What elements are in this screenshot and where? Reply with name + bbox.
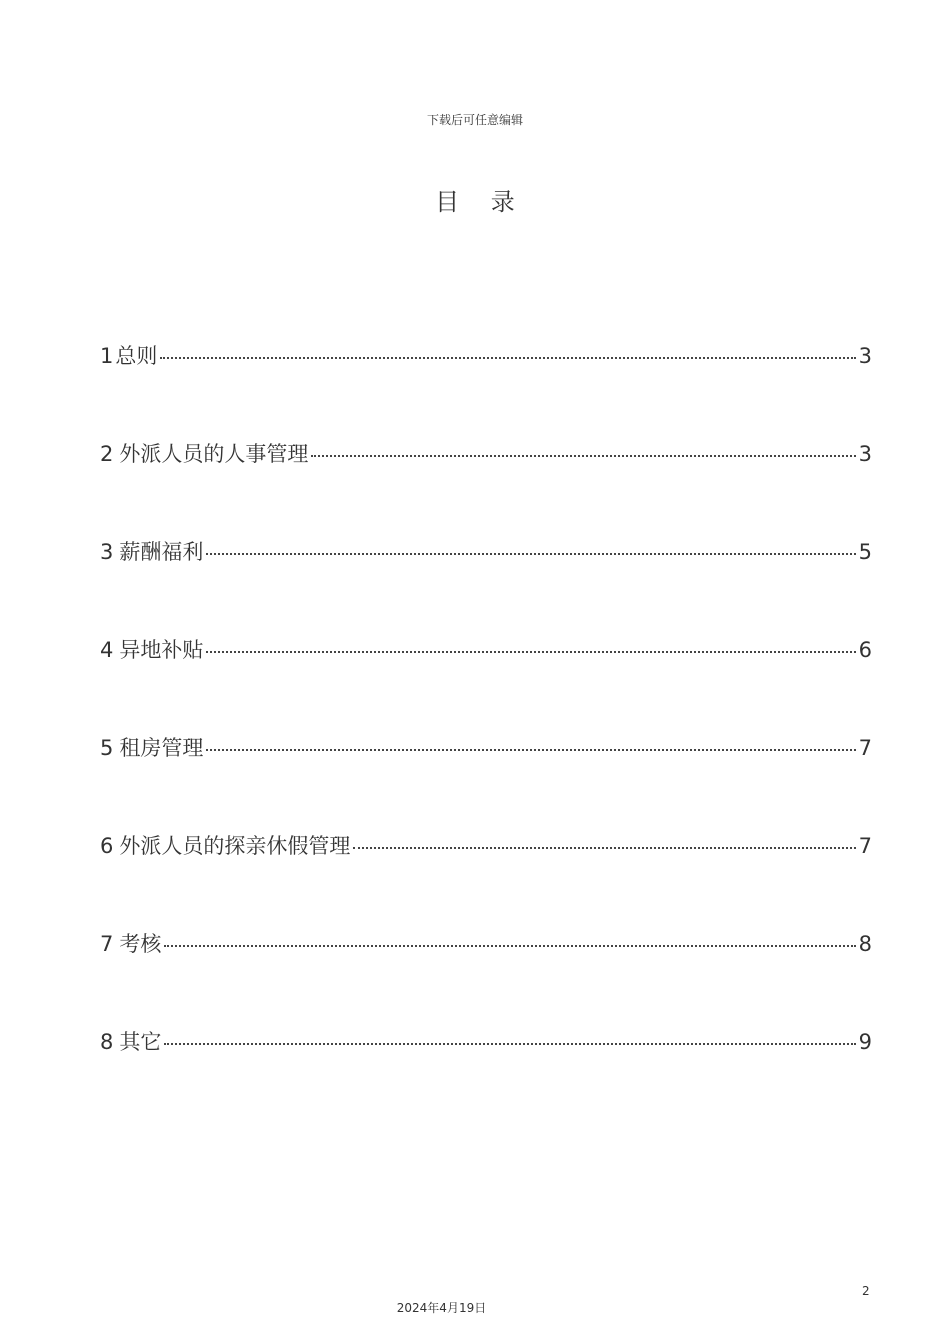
toc-entry-page: 6 — [858, 638, 872, 662]
toc-entry-label: 外派人员的探亲休假管理 — [119, 834, 351, 858]
toc-entry-number: 2 — [100, 442, 114, 466]
toc-dot-leader — [164, 945, 855, 947]
toc-entry-page: 7 — [858, 736, 872, 760]
toc-dot-leader — [311, 455, 855, 457]
toc-entry-number: 6 — [100, 834, 114, 858]
toc-entry-label: 薪酬福利 — [119, 540, 204, 564]
toc-entry[interactable] — [100, 536, 872, 634]
toc-entry-number: 4 — [100, 638, 114, 662]
toc-dot-leader — [206, 749, 855, 751]
toc-entry-page: 7 — [858, 834, 872, 858]
footer-date: 2024年4月19日 — [396, 1301, 487, 1315]
page-number: 2 — [862, 1284, 870, 1298]
toc-entry-number: 7 — [100, 932, 114, 956]
toc-dot-leader — [164, 1043, 855, 1045]
toc-entry-page: 5 — [858, 540, 872, 564]
toc-entry-label: 异地补贴 — [119, 638, 204, 662]
toc-entry-number: 8 — [100, 1030, 114, 1054]
toc-entry-label: 租房管理 — [119, 736, 204, 760]
toc-dot-leader — [206, 651, 855, 653]
toc-entry[interactable] — [100, 634, 872, 732]
toc-entry-number: 1 — [100, 344, 114, 368]
toc-dot-leader — [353, 847, 855, 849]
toc-entry-page: 3 — [858, 344, 872, 368]
toc-entry[interactable] — [100, 928, 872, 1026]
toc-entry[interactable] — [100, 1026, 872, 1124]
toc-entry[interactable] — [100, 438, 872, 536]
toc-entry-page: 9 — [858, 1030, 872, 1054]
toc-entry-label: 总则 — [115, 344, 158, 368]
toc-title: 目 录 — [435, 188, 527, 216]
toc-entry-number: 5 — [100, 736, 114, 760]
toc-entry[interactable] — [100, 732, 872, 830]
toc-entry[interactable] — [100, 830, 872, 928]
toc-entry-label: 其它 — [119, 1030, 162, 1054]
toc-entry-page: 3 — [858, 442, 872, 466]
toc-entry[interactable] — [100, 340, 872, 438]
toc-dot-leader — [206, 553, 855, 555]
toc-dot-leader — [160, 357, 855, 359]
header-note: 下载后可任意编辑 — [426, 113, 523, 127]
toc-entry-label: 外派人员的人事管理 — [119, 442, 309, 466]
toc-entry-label: 考核 — [119, 932, 162, 956]
toc-entry-number: 3 — [100, 540, 114, 564]
toc-entry-page: 8 — [858, 932, 872, 956]
table-of-contents — [100, 340, 872, 1124]
